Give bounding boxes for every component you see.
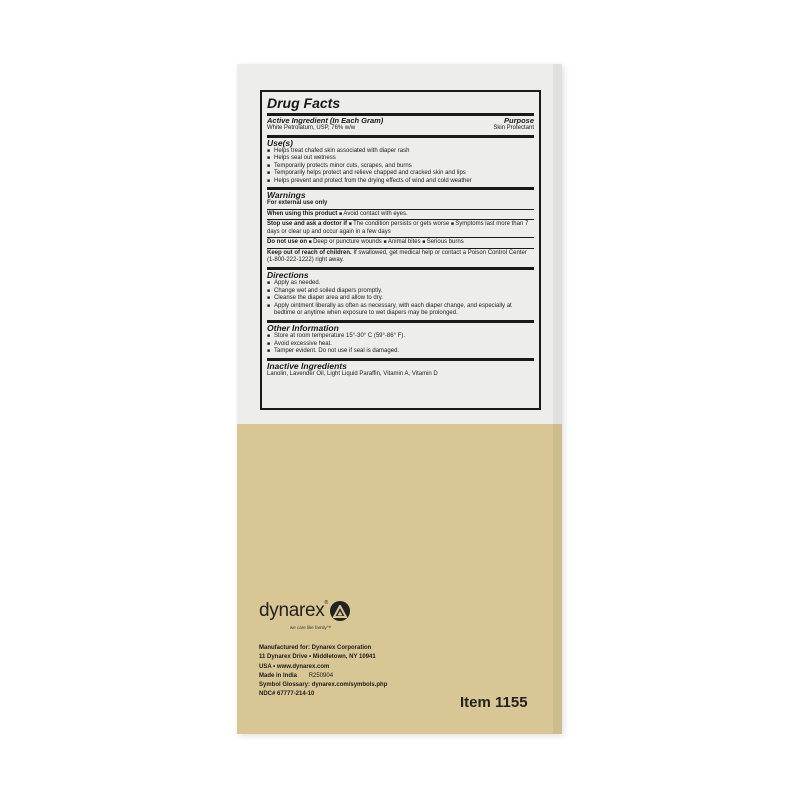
list-item: ■ Tamper evident. Do not use if seal is damaged. bbox=[267, 348, 534, 356]
active-ingredient-heading: Active Ingredient (In Each Gram) bbox=[267, 116, 384, 125]
keep-out-row bbox=[267, 250, 534, 265]
triangle-logo-icon bbox=[330, 601, 350, 621]
list-item: ■ Avoid excessive heat. bbox=[267, 341, 534, 349]
stop-use-label: Stop use and ask a doctor if bbox=[267, 221, 348, 228]
active-ingredient: White Petrolatum, USP, 76% w/w bbox=[267, 125, 356, 131]
lot-code: R250904 bbox=[308, 672, 334, 679]
do-not-use-row: Do not use on ■ Deep or puncture wounds ■ Animal bites ■ Serious burns bbox=[267, 239, 464, 246]
keep-out-text: If swallowed, get medical help or contact a Poison Control Center (1-800-222-1222) right away. bbox=[267, 249, 527, 264]
when-using-text: Avoid contact with eyes. bbox=[343, 210, 408, 217]
inactive-heading: Inactive Ingredients bbox=[267, 360, 347, 371]
list-item: ■ Apply as needed. bbox=[267, 280, 534, 288]
drug-facts-title: Drug Facts bbox=[267, 95, 341, 111]
warnings-heading: Warnings bbox=[267, 190, 306, 201]
directions-heading: Directions bbox=[267, 269, 309, 280]
mfg-line-3: USA • www.dynarex.com bbox=[259, 663, 330, 670]
divider bbox=[267, 248, 534, 249]
symbol-glossary: Symbol Glossary: dynarex.com/symbols.php bbox=[259, 682, 388, 689]
do-not-use-3: Serious burns bbox=[426, 239, 464, 246]
list-item: ■ Change wet and soiled diapers promptly. bbox=[267, 288, 534, 296]
mfg-line-2: 11 Dynarex Drive • Middletown, NY 10941 bbox=[259, 654, 376, 661]
made-in-row bbox=[259, 672, 387, 681]
brand-logo bbox=[259, 600, 350, 622]
stop-use-text-1: The condition persists or gets worse bbox=[353, 221, 450, 228]
list-item: ■ Temporarily helps protect and relieve chapped and cracked skin and lips bbox=[267, 170, 534, 178]
keep-out-label: Keep out of reach of children. bbox=[267, 249, 352, 256]
box-side-edge bbox=[553, 64, 562, 734]
do-not-use-label: Do not use on bbox=[267, 239, 307, 246]
list-item: ■ Cleanse the diaper area and allow to dry. bbox=[267, 295, 534, 303]
list-item: ■ Apply ointment liberally as often as necessary, with each diaper change, and especially at bedtime or anytime when exposure to wet diapers may be prolonged. bbox=[267, 303, 534, 318]
do-not-use-1: Deep or puncture wounds bbox=[313, 239, 382, 246]
divider bbox=[267, 237, 534, 238]
item-value: 1155 bbox=[495, 694, 528, 711]
stop-use-row: Stop use and ask a doctor if ■ The condition persists or gets worse ■ Symptoms last more than 7 days or clear up and occur again in a few days bbox=[267, 221, 529, 235]
list-item: ■ Helps seal out wetness bbox=[267, 155, 534, 163]
inactive-text: Lanolin, Lavender Oil, Light Liquid Paraffin, Vitamin A, Vitamin D bbox=[267, 370, 438, 377]
divider bbox=[267, 219, 534, 220]
registered-mark: ® bbox=[324, 600, 329, 606]
made-in: Made in India bbox=[259, 672, 298, 679]
stop-use-text-2: Symptoms last more than 7 days or clear up and occur again in a few days bbox=[267, 221, 529, 235]
drug-facts-panel bbox=[260, 90, 541, 410]
mfg-line-1: Manufactured for: Dynarex Corporation bbox=[259, 645, 372, 651]
uses-heading: Use(s) bbox=[267, 137, 293, 148]
brand-tagline: we care like family™ bbox=[290, 625, 332, 630]
do-not-use-2: Animal bites bbox=[387, 239, 421, 246]
item-number bbox=[460, 694, 528, 711]
active-ingredient-row bbox=[267, 125, 534, 133]
divider bbox=[267, 209, 534, 210]
when-using-label: When using this product bbox=[267, 210, 338, 217]
list-item: ■ Temporarily protects minor cuts, scrapes, and burns bbox=[267, 163, 534, 171]
when-using-row: When using this product ■ Avoid contact with eyes. bbox=[267, 210, 408, 217]
purpose-value: Skin Protectant bbox=[493, 125, 534, 131]
active-header-row bbox=[267, 116, 534, 125]
list-item: ■ Store at room temperature 15°-30° C (59°-86° F). bbox=[267, 333, 534, 341]
other-info-heading: Other Information bbox=[267, 322, 339, 333]
list-item: ■ Helps treat chafed skin associated with diaper rash bbox=[267, 148, 534, 156]
ndc-number: NDC# 67777-214-10 bbox=[259, 691, 315, 698]
list-item: ■ Helps prevent and protect from the drying effects of wind and cold weather bbox=[267, 178, 534, 186]
purpose-heading: Purpose bbox=[503, 116, 534, 125]
item-label: Item bbox=[460, 694, 491, 711]
external-use-text: For external use only bbox=[267, 200, 328, 207]
manufacturer-info bbox=[259, 644, 387, 700]
brand-name: dynarex bbox=[259, 600, 325, 621]
